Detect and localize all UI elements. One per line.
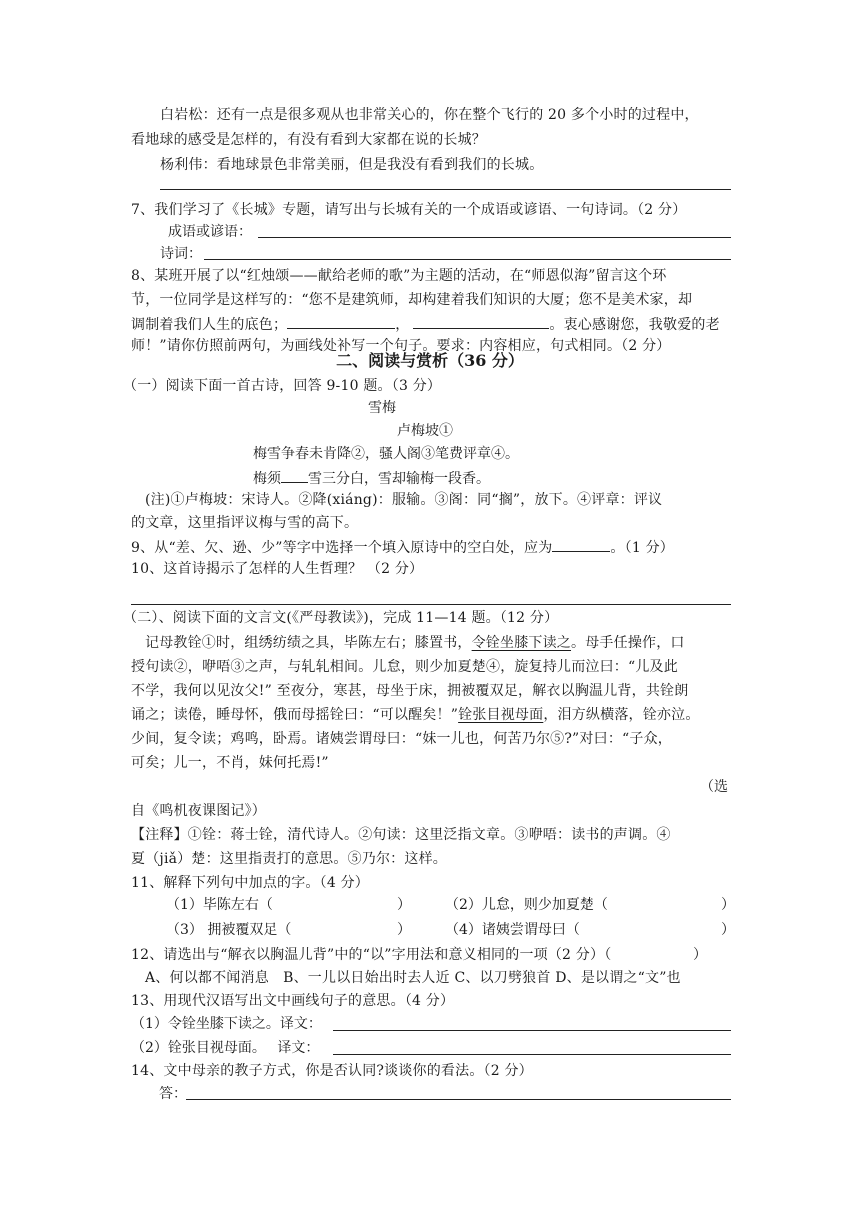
q8-text-b: ， [395, 317, 410, 333]
text-4b: ，泪方纵横落，铨亦泣。 [543, 707, 700, 723]
question-7: 7、我们学习了《长城》专题，请写出与长城有关的一个成语或谚语、一句诗词。（2 分） [131, 202, 687, 218]
q12-close: ） [693, 947, 707, 963]
text-source-prefix: （选 [700, 779, 728, 795]
interview-line-1: 白岩松：还有一点是很多观从也非常关心的，你在整个飞行的 20 多个小时的过程中， [160, 107, 699, 123]
question-10: 10、这首诗揭示了怎样的人生哲理？ （2 分） [131, 561, 424, 577]
question-13: 13、用现代汉语写出文中画线句子的意思。（4 分） [131, 993, 455, 1009]
question-8-line-3 [131, 313, 731, 335]
q11-item-1: （1）毕陈左右（ [166, 897, 273, 913]
notes-line-1: 【注释】①铨：蒋士铨，清代诗人。②句读：这里泛指文章。③咿唔：读书的声调。④ [131, 827, 671, 843]
text-1b: 。母手任操作，口 [571, 635, 685, 651]
text-line-4 [131, 705, 731, 725]
question-8-line-4: 师！”请你仿照前两句，为画线处补写一个句子。要求：内容相应，句式相同。（2 分） [131, 338, 671, 354]
question-8-line-2: 节，一位同学是这样写的：“您不是建筑师，却构建着我们知识的大厦；您不是美术家，却 [131, 292, 693, 308]
text-4a: 诵之；读倦，睡母怀，俄而母摇铨曰：“可以醒矣！” [131, 707, 459, 723]
question-11: 11、解释下列句中加点的字。（4 分） [131, 875, 369, 891]
answer-line[interactable] [160, 189, 731, 190]
poem-blank[interactable] [281, 467, 308, 483]
interview-line-2: 看地球的感受是怎样的，有没有看到大家都在说的长城？ [131, 132, 486, 148]
q13-answer-2-line[interactable] [333, 1054, 731, 1055]
poem-note-1: (注)①卢梅坡：宋诗人。②降(xiáng)：服输。③阁：同“搁”，放下。④评章：评议 [145, 492, 663, 508]
poem-line-2b: 雪三分白，雪却输梅一段香。 [308, 471, 490, 487]
q11-item-2-close: ） [721, 897, 735, 913]
q7-poem-answer-line[interactable] [204, 259, 731, 260]
q9-text-b: 。（1 分） [610, 540, 674, 556]
q14-answer-line[interactable] [186, 1099, 731, 1100]
q7-idiom-answer-line[interactable] [258, 237, 731, 238]
notes-line-2: 夏（jiǎ）楚：这里指责打的意思。⑤乃尔：这样。 [131, 851, 447, 867]
q14-answer-label: 答： [159, 1086, 187, 1102]
q11-item-3: （3） 拥被覆双足（ [166, 922, 292, 938]
q13-answer-1-label: （1）令铨坐膝下读之。译文： [131, 1016, 322, 1032]
q10-answer-line[interactable] [131, 604, 731, 605]
poem-note-2: 的文章，这里指评议梅与雪的高下。 [131, 515, 359, 531]
interview-line-3: 杨利伟：看地球景色非常美丽，但是我没有看到我们的长城。 [160, 157, 544, 173]
text-source: 自《鸣机夜课图记》） [131, 803, 266, 819]
underlined-sentence-1: 令铨坐膝下读之 [471, 635, 572, 651]
question-12: 12、请选出与“解衣以胸温儿背”中的“以”字用法和意义相同的一项（2 分）（ [131, 947, 612, 963]
poem-title: 雪梅 [368, 400, 396, 416]
q8-text-a: 调制着我们人生的底色； [131, 317, 288, 333]
q11-item-4-close: ） [721, 922, 735, 938]
q11-item-4: （4）诸姨尝谓母曰（ [445, 922, 580, 938]
part2-intro: （二）、阅读下面的文言文(《严母教读》)，完成 11—14 题。（12 分） [123, 610, 559, 626]
q9-text-a: 9、从“差、欠、逊、少”等字中选择一个填入原诗中的空白处，应为 [131, 540, 553, 556]
section-heading: 二、阅读与赏析（36 分） [336, 351, 524, 370]
q7-idiom-label: 成语或谚语： [168, 224, 252, 240]
q8-blank-2[interactable] [413, 313, 549, 329]
text-line-2: 授句读②，咿唔③之声，与轧轧相间。儿怠，则少加夏楚④，旋复持儿而泣曰：“儿及此 [131, 659, 678, 675]
poem-line-1: 梅雪争春未肯降②，骚人阁③笔费评章④。 [253, 446, 519, 462]
question-9 [131, 536, 731, 558]
q13-answer-1-line[interactable] [333, 1030, 731, 1031]
q11-item-3-close: ） [397, 922, 411, 938]
poem-line-2 [253, 467, 490, 489]
question-14: 14、文中母亲的教子方式，你是否认同?谈谈你的看法。（2 分） [131, 1063, 533, 1079]
q11-item-2: （2）儿怠，则少加夏楚（ [445, 897, 608, 913]
poem-author: 卢梅坡① [397, 423, 453, 439]
poem-line-2a: 梅须 [253, 471, 281, 487]
text-1a: 记母教铨①时，组绣纺绩之具，毕陈左右；膝置书， [145, 635, 472, 651]
q12-options: A、何以都不闻消息 B、一儿以日始出时去人近 C、以刀劈狼首 D、是以谓之“文”也 [145, 970, 681, 986]
q8-text-c: 。衷心感谢您，我敬爱的老 [549, 317, 720, 333]
part1-intro: （一）阅读下面一首古诗，回答 9-10 题。（3 分） [123, 378, 442, 394]
text-line-5: 少间，复令读；鸡鸣，卧焉。诸姨尝谓母曰：“妹一儿也，何苦乃尔⑤?”对曰：“子众， [131, 731, 672, 747]
q13-answer-2-label: （2）铨张目视母面。 译文： [131, 1040, 320, 1056]
question-8-line-1: 8、某班开展了以“红烛颂——献给老师的歌”为主题的活动，在“师恩似海”留言这个环 [131, 268, 667, 284]
q11-item-1-close: ） [397, 897, 411, 913]
q8-blank-1[interactable] [287, 313, 395, 329]
text-line-6: 可矣；儿一，不肖，妹何托焉!” [131, 755, 329, 771]
underlined-sentence-2: 铨张目视母面 [458, 707, 544, 723]
q7-poem-label: 诗词： [160, 246, 202, 262]
q9-blank[interactable] [552, 536, 610, 552]
text-line-3: 不学，我何以见汝父!” 至夜分，寒甚，母坐于床，拥被覆双足，解衣以胸温儿背，共铨朗 [131, 683, 689, 699]
text-line-1 [145, 633, 745, 653]
